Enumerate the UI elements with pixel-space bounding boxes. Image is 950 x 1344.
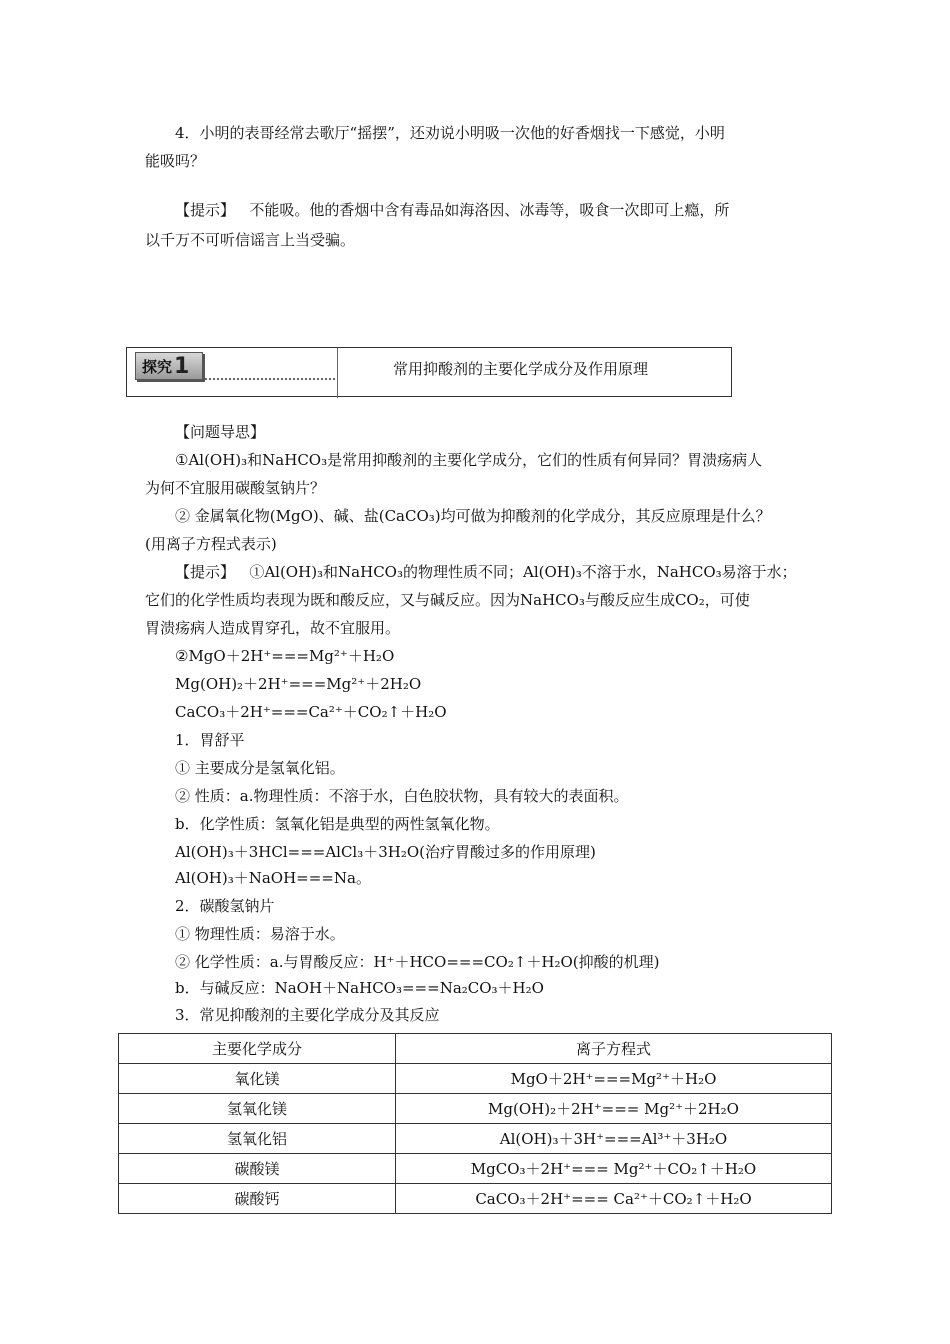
table-cell-component: 碳酸钙 [119, 1184, 396, 1214]
question-4-line-2: 能吸吗？ [145, 152, 206, 170]
table-cell-equation: MgCO₃＋2H⁺=== Mg²⁺＋CO₂↑＋H₂O [396, 1154, 832, 1184]
table-cell-component: 氧化镁 [119, 1064, 396, 1094]
guide-question-2-a: ② 金属氧化物(MgO)、碱、盐(CaCO₃)均可做为抑酸剂的化学成分，其反应原理是什么？ [175, 507, 771, 525]
hint-2-line-1 [175, 562, 797, 582]
table-row [119, 1124, 832, 1154]
part-1-e: Al(OH)₃＋NaOH===Na。 [175, 869, 371, 887]
hint-label: 【提示】 [175, 201, 236, 219]
guide-question-1-b: 为何不宜服用碳酸氢钠片？ [145, 479, 326, 497]
part-2-heading: 2．碳酸氢钠片 [175, 897, 275, 915]
hint-1-line-1 [175, 200, 729, 220]
part-1-c: b．化学性质：氢氧化铝是典型的两性氢氧化物。 [175, 815, 500, 833]
table-header-component: 主要化学成分 [119, 1034, 396, 1064]
hint-text: 不能吸。他的香烟中含有毒品如海洛因、冰毒等，吸食一次即可上瘾，所 [249, 201, 730, 219]
table-cell-component: 氢氧化铝 [119, 1124, 396, 1154]
part-2-b: ② 化学性质：a.与胃酸反应：H⁺＋HCO===CO₂↑＋H₂O(抑酸的机理) [175, 953, 660, 971]
hint-2-line-3: 胃溃疡病人造成胃穿孔，故不宜服用。 [145, 619, 401, 637]
part-3-heading: 3．常见抑酸剂的主要化学成分及其反应 [175, 1006, 440, 1024]
hint-text: ①Al(OH)₃和NaHCO₃的物理性质不同；Al(OH)₃不溶于水，NaHCO₃易溶于水； [249, 563, 797, 581]
table-cell-component: 碳酸镁 [119, 1154, 396, 1184]
badge-text: 探究 [142, 357, 173, 376]
hint-2-line-2: 它们的化学性质均表现为既和酸反应，又与碱反应。因为NaHCO₃与酸反应生成CO₂，可使 [145, 591, 750, 609]
equation-1: ②MgO＋2H⁺===Mg²⁺＋H₂O [175, 647, 395, 665]
table-cell-equation: MgO＋2H⁺===Mg²⁺＋H₂O [396, 1064, 832, 1094]
table-row [119, 1184, 832, 1214]
guide-question-2-b: (用离子方程式表示) [145, 535, 277, 553]
part-1-a: ① 主要成分是氢氧化铝。 [175, 759, 345, 777]
hint-label: 【提示】 [175, 563, 236, 581]
explore-badge [135, 352, 203, 380]
antacid-table [118, 1033, 832, 1214]
table-row [119, 1094, 832, 1124]
table-cell-component: 氢氧化镁 [119, 1094, 396, 1124]
section-title: 常用抑酸剂的主要化学成分及作用原理 [393, 360, 649, 378]
hint-1-line-2: 以千万不可听信谣言上当受骗。 [145, 231, 356, 249]
part-2-a: ① 物理性质：易溶于水。 [175, 925, 345, 943]
part-1-b: ② 性质：a.物理性质：不溶于水，白色胶状物，具有较大的表面积。 [175, 787, 629, 805]
table-cell-equation: CaCO₃＋2H⁺=== Ca²⁺＋CO₂↑＋H₂O [396, 1184, 832, 1214]
guide-question-1-a: ①Al(OH)₃和NaHCO₃是常用抑酸剂的主要化学成分，它们的性质有何异同？胃溃疡病人 [175, 451, 763, 469]
question-4-line-1: 4．小明的表哥经常去歌厅“摇摆”，还劝说小明吸一次他的好香烟找一下感觉，小明 [175, 124, 725, 142]
vertical-divider [337, 348, 338, 398]
dotted-divider [205, 378, 335, 380]
part-1-heading: 1．胃舒平 [175, 731, 245, 749]
table-cell-equation: Al(OH)₃＋3H⁺===Al³⁺＋3H₂O [396, 1124, 832, 1154]
table-row [119, 1154, 832, 1184]
table-cell-equation: Mg(OH)₂＋2H⁺=== Mg²⁺＋2H₂O [396, 1094, 832, 1124]
badge-number: 1 [174, 353, 190, 379]
section-header-box [126, 347, 732, 397]
table-header-row [119, 1034, 832, 1064]
guide-heading: 【问题导思】 [175, 423, 266, 441]
part-1-d: Al(OH)₃＋3HCl===AlCl₃＋3H₂O(治疗胃酸过多的作用原理) [175, 843, 596, 861]
equation-2: Mg(OH)₂＋2H⁺===Mg²⁺＋2H₂O [175, 675, 422, 693]
part-2-c: b．与碱反应：NaOH＋NaHCO₃===Na₂CO₃＋H₂O [175, 979, 544, 997]
equation-3: CaCO₃＋2H⁺===Ca²⁺＋CO₂↑＋H₂O [175, 703, 447, 721]
table-header-equation: 离子方程式 [396, 1034, 832, 1064]
table-row [119, 1064, 832, 1094]
